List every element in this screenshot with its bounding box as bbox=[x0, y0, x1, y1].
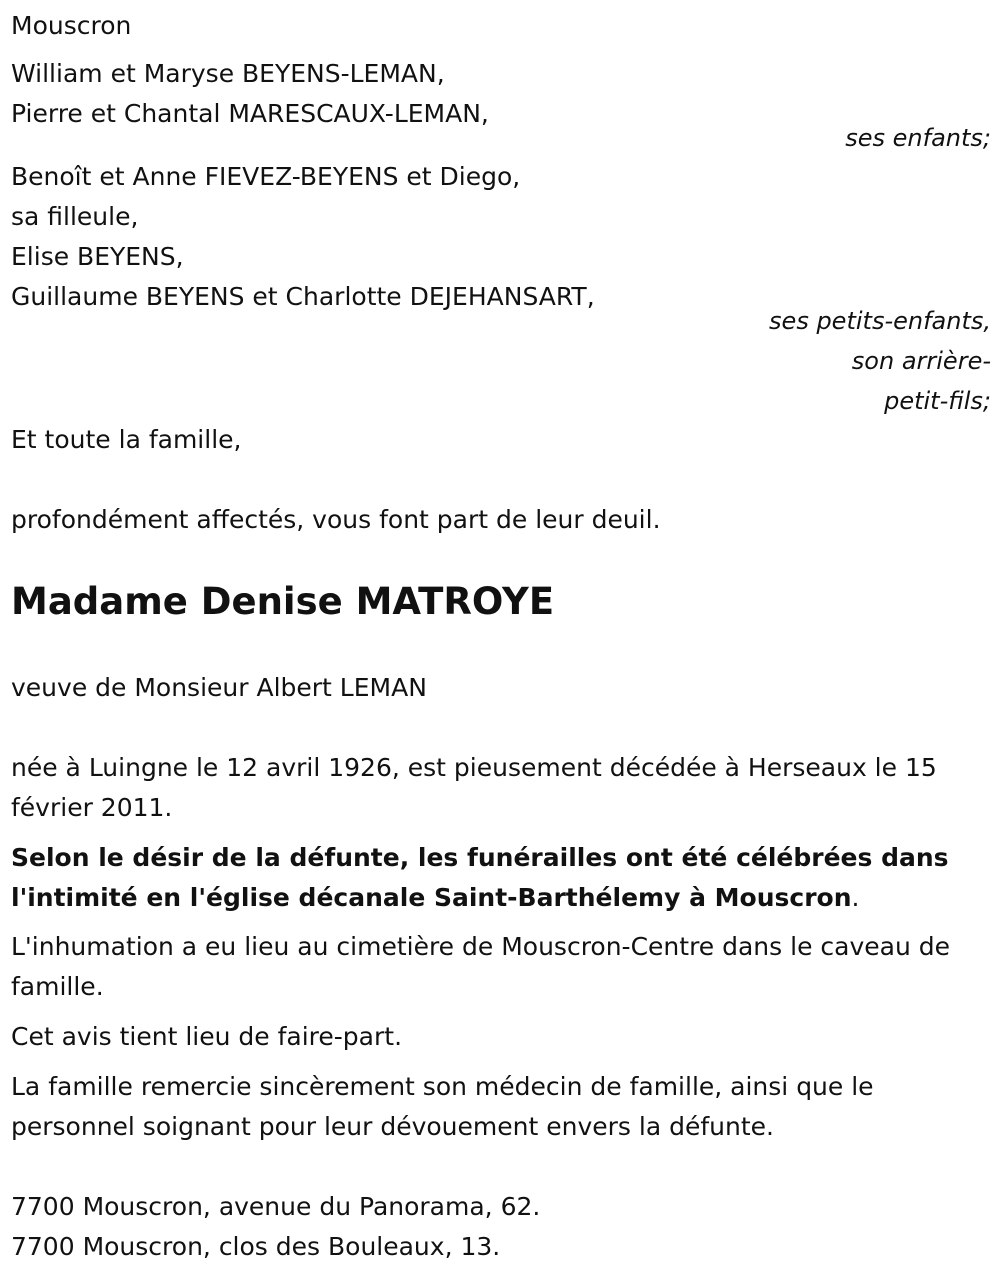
announcement-line: profondément affectés, vous font part de leur deuil. bbox=[11, 505, 661, 534]
children-line-1: William et Maryse BEYENS-LEMAN, bbox=[11, 59, 445, 88]
grandchildren-role-2: son arrière- bbox=[851, 347, 991, 375]
grandchildren-line-3: Elise BEYENS, bbox=[11, 242, 184, 271]
children-line-2: Pierre et Chantal MARESCAUX-LEMAN, bbox=[11, 99, 489, 128]
deceased-name: Madame Denise MATROYE bbox=[11, 580, 555, 623]
notice-paragraph: Cet avis tient lieu de faire-part. bbox=[11, 1022, 403, 1051]
birth-death-paragraph: née à Luingne le 12 avril 1926, est pieusement décédée à Herseaux le 15 février 2011. bbox=[11, 753, 937, 822]
funeral-bold-text: Selon le désir de la défunte, les funérailles ont été célébrées dans l'intimité en l'église décanale Saint-Barthélemy à Mouscron bbox=[11, 843, 949, 912]
address-line-1: 7700 Mouscron, avenue du Panorama, 62. bbox=[11, 1192, 541, 1221]
children-role: ses enfants; bbox=[845, 124, 991, 152]
grandchildren-line-2: sa filleule, bbox=[11, 202, 139, 231]
grandchildren-line-1: Benoît et Anne FIEVEZ-BEYENS et Diego, bbox=[11, 162, 521, 191]
header-city: Mouscron bbox=[11, 11, 132, 40]
grandchildren-role-3: petit-fils; bbox=[884, 387, 991, 415]
burial-paragraph: L'inhumation a eu lieu au cimetière de Mouscron-Centre dans le caveau de famille. bbox=[11, 932, 951, 1001]
grandchildren-line-4: Guillaume BEYENS et Charlotte DEJEHANSART, bbox=[11, 282, 595, 311]
address-line-2: 7700 Mouscron, clos des Bouleaux, 13. bbox=[11, 1232, 501, 1261]
spouse-line: veuve de Monsieur Albert LEMAN bbox=[11, 673, 427, 702]
grandchildren-role-1: ses petits-enfants, bbox=[769, 307, 991, 335]
family-line: Et toute la famille, bbox=[11, 425, 242, 454]
funeral-paragraph bbox=[11, 838, 991, 918]
funeral-end-punctuation: . bbox=[851, 883, 860, 912]
thanks-paragraph: La famille remercie sincèrement son médecin de famille, ainsi que le personnel soignant pour leur dévouement envers la défunte. bbox=[11, 1072, 874, 1141]
